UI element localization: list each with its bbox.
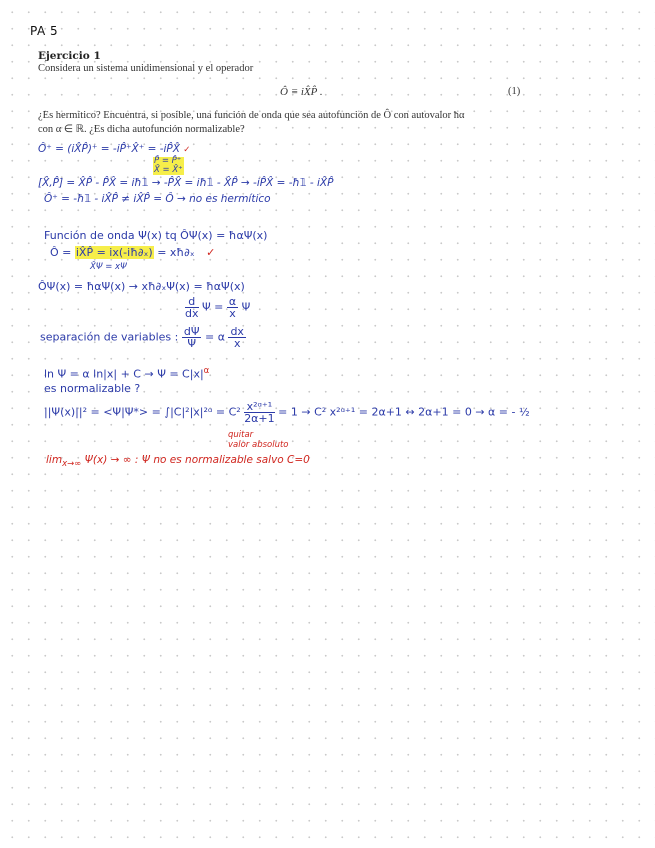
operator-position-rep <box>50 246 215 259</box>
conclusion-text: Ψ(x) → ∞ : Ψ no es normalizable salvo C=0 <box>81 454 310 466</box>
ode-middle: Ψ = <box>202 300 227 314</box>
norm-integral: ||Ψ(x)||² = <Ψ|Ψ*> = ∫|C|²|x|²ᵅ = C² <box>44 405 241 419</box>
position-operator-note: X̂Ψ = xΨ <box>90 262 127 272</box>
equation-number: (1) <box>508 86 521 97</box>
absolute-value-text: valor absoluto <box>228 440 289 450</box>
p-hermitian-hint: P̂ = P̂⁺ <box>154 156 182 166</box>
exercise-intro: Considera un sistema unidimensional y el operador <box>38 63 254 74</box>
dpsi-over-psi: $\frac{d\Psi}{\Psi}$ <box>183 325 200 350</box>
not-hermitian-line: Ô⁺ = -ħ𝟙 - iX̂P̂ ≠ iX̂P̂ = Ô → no es hermítico <box>44 193 271 205</box>
limit-subscript: x→∞ <box>62 459 82 470</box>
check-mark-icon: ✓ <box>183 145 191 155</box>
wavefunction-definition: Función de onda Ψ(x) tq ÔΨ(x) = ħαΨ(x) <box>44 229 268 242</box>
log-solution-line <box>44 366 209 381</box>
dx-over-x: $\frac{dx}{x}$ <box>230 325 244 350</box>
x-hermitian-hint: X̂ = X̂⁺ <box>154 165 183 175</box>
operator-lhs: Ô = <box>50 246 75 259</box>
page-header: PA 5 <box>30 24 59 38</box>
adjoint-expression: Ô⁺ = (iX̂P̂)⁺ = -iP̂⁺X̂⁺ = -iP̂X̂ <box>38 143 180 155</box>
absolute-value-note <box>228 430 289 450</box>
eigen-equation: ÔΨ(x) = ħαΨ(x) → xħ∂ₓΨ(x) = ħαΨ(x) <box>38 280 245 293</box>
question-line-1: ¿Es hermítico? Encuentra, si posible, una función de onda que sea autofunción de Ô con autovalor ħα <box>38 110 465 121</box>
limit-conclusion <box>46 454 310 469</box>
hermitian-hint-highlight <box>153 157 184 175</box>
remove-note: quitar <box>228 430 254 440</box>
norm-result: = 1 → C² x²ᵅ⁺¹ = 2α+1 ↔ 2α+1 = 0 → α = - ½ <box>278 405 530 419</box>
norm-line <box>44 401 530 424</box>
norm-fraction: $\frac{\text{x²ᵅ⁺¹}}{2\alpha+1}$ <box>244 400 275 425</box>
normalizable-question: es normalizable ? <box>44 382 141 395</box>
check-mark-icon: ✓ <box>206 246 216 259</box>
adjoint-line <box>38 143 190 155</box>
operator-highlight: iX̂P̂ = ix(-iħ∂ₓ) <box>75 246 153 259</box>
operator-equation: Ô ≡ iX̂P̂ . <box>280 86 323 98</box>
alpha-over-x: $\frac{\alpha}{x}$ <box>228 295 237 320</box>
question-line-2: con α ∈ ℝ. ¿Es dicha autofunción normalizable? <box>38 124 245 135</box>
ode-line <box>185 296 250 319</box>
derivative-fraction: $\frac{d}{dx}$ <box>185 295 199 320</box>
limit-label: lim <box>46 454 63 466</box>
ode-end: Ψ <box>241 300 251 314</box>
commutator-line: [X̂,P̂] = X̂P̂ - P̂X̂ = iħ𝟙 → -P̂X̂ = iħ𝟙 - X̂P̂ → -iP̂X̂ = -ħ𝟙 - iX̂P̂ <box>38 177 334 189</box>
separation-line <box>40 326 246 349</box>
exercise-title: Ejercicio 1 <box>38 50 101 62</box>
operator-result: = xħ∂ₓ <box>153 246 195 259</box>
separation-label: separación de variables : <box>40 330 179 344</box>
log-solution: ln Ψ = α ln|x| + C → Ψ = C|x| <box>44 367 204 381</box>
alpha-exponent: α <box>203 366 210 376</box>
separation-middle: = α <box>204 330 229 344</box>
